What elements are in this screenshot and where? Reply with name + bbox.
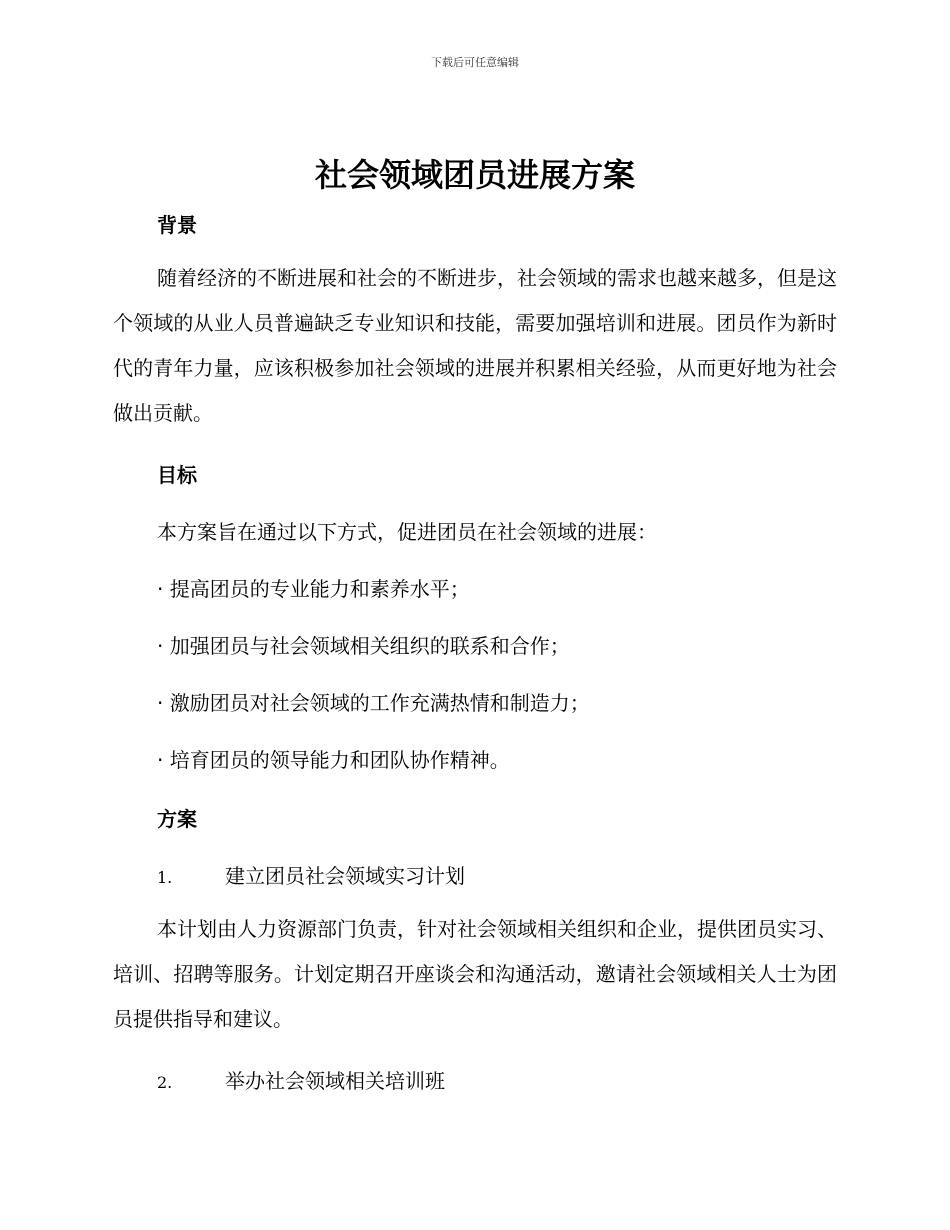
goals-intro: 本方案旨在通过以下方式，促进团员在社会领域的进展： bbox=[157, 520, 657, 544]
goal-item-4: · 培育团员的领导能力和团队协作精神。 bbox=[157, 748, 510, 772]
goal-item-1: · 提高团员的专业能力和素养水平； bbox=[157, 577, 470, 601]
section-heading-background: 背景 bbox=[157, 213, 197, 237]
plan-item-2-title: 举办社会领域相关培训班 bbox=[225, 1069, 445, 1093]
section-heading-goals: 目标 bbox=[157, 463, 197, 487]
plan-item-1-number: 1. bbox=[157, 868, 173, 887]
document-title: 社会领域团员进展方案 bbox=[314, 156, 635, 194]
plan-item-2-number: 2. bbox=[157, 1073, 173, 1092]
header-note: 下载后可任意编辑 bbox=[431, 56, 519, 69]
plan-item-1-title: 建立团员社会领域实习计划 bbox=[225, 864, 465, 888]
plan-item-1-paragraph: 本计划由人力资源部门负责，针对社会领域相关组织和企业，提供团员实习、培训、招聘等服务。计划定期召开座谈会和沟通活动，邀请社会领域相关人士为团员提供指导和建议。 bbox=[113, 917, 837, 1031]
goal-item-2: · 加强团员与社会领域相关组织的联系和合作； bbox=[157, 634, 570, 658]
section-heading-plan: 方案 bbox=[157, 807, 197, 831]
plan-item-1-heading bbox=[157, 860, 465, 889]
background-paragraph: 随着经济的不断进展和社会的不断进步，社会领域的需求也越来越多，但是这个领域的从业人员普遍缺乏专业知识和技能，需要加强培训和进展。团员作为新时代的青年力量，应该积极参加社会领域的进展并积累相关经验，从而更好地为社会做出贡献。 bbox=[113, 266, 837, 425]
plan-item-2-heading bbox=[157, 1065, 445, 1094]
goal-item-3: · 激励团员对社会领域的工作充满热情和制造力； bbox=[157, 691, 590, 715]
